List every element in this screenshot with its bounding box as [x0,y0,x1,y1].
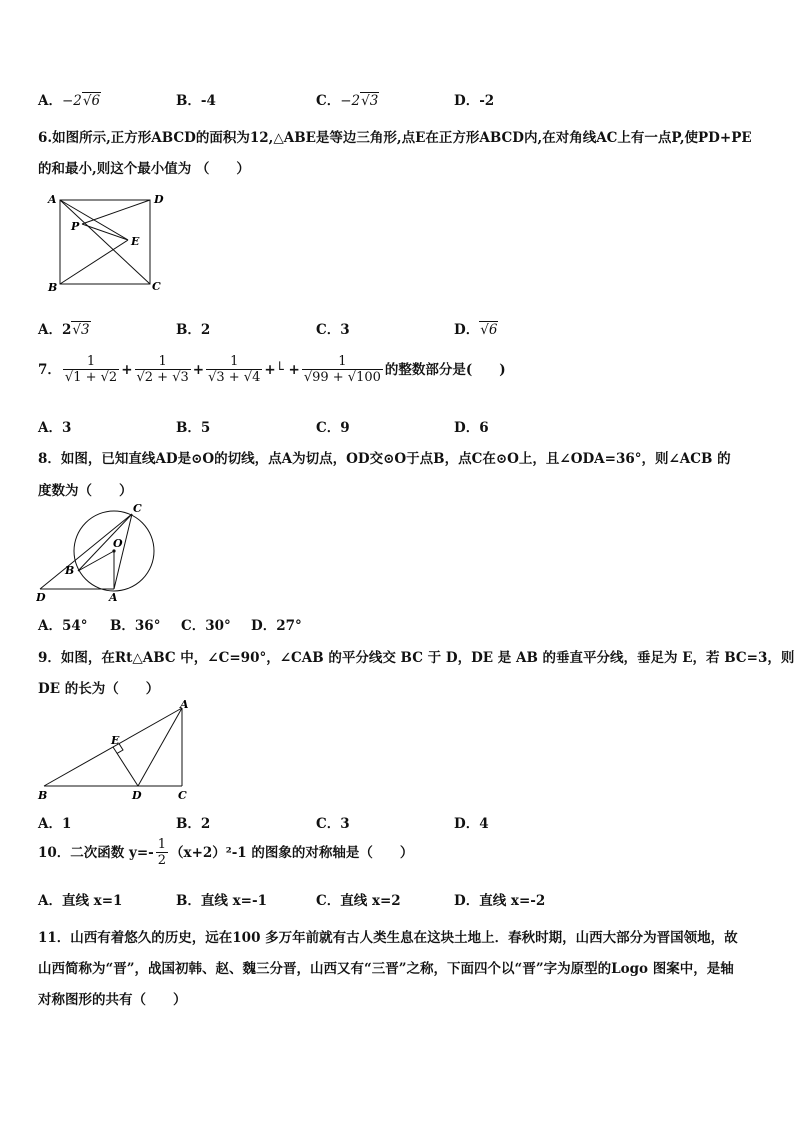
q8-label-o: O [113,537,123,550]
q5-option-a: A．−2√6 [38,93,101,109]
q7-ellipsis: +└ + [264,362,300,378]
q7-term-last: $\frac{1}{√99 + √100}$ [303,354,381,385]
q6-option-c: C．3 [316,322,350,338]
q9-label-b: B [38,789,48,802]
q9-label-d: D [132,789,142,802]
q10-prefix: 10．二次函数 y=- [38,845,154,861]
q7-suffix: 的整数部分是( ) [384,362,506,378]
q10-suffix: （x+2）²-1 的图象的对称轴是（ ） [170,845,414,861]
q7-term-3: $\frac{1}{√3 + √4}$ [208,354,261,385]
q9-triangle-figure [34,700,194,804]
q6-label-p: P [71,220,80,233]
q7-term-1: $\frac{1}{√1 + √2}$ [64,354,118,385]
q6-label-c: C [152,280,161,293]
q7-term-2: $\frac{1}{√2 + √3}$ [136,354,189,385]
q10-option-c: C．直线 x=2 [316,893,401,909]
q6-square-figure [44,190,166,296]
q7-expression: 7． $\frac{1}{√1 + √2}$ + $\frac{1}{√2 + √3}$ + $\frac{1}{√3 + √4}$ +└ + $\frac{1}{√99 + √100}$ 的整数部分是( ) [38,354,506,385]
q7-option-a: A．3 [38,420,72,436]
q8-label-a: A [109,591,118,604]
q8-text-line2: 度数为（ ） [38,483,133,499]
q8-option-b: B．36° [110,618,161,634]
q6-text-line2: 的和最小,则这个最小值为 （ ） [38,161,250,177]
q10-fraction: $\frac{1}{2}$ [157,837,167,868]
q6-label-a: A [48,193,57,206]
q8-circle-figure [36,500,160,604]
q10-option-a: A．直线 x=1 [38,893,123,909]
q9-text-line1: 9．如图，在Rt△ABC 中，∠C=90°，∠CAB 的平分线交 BC 于 D，DE 是 AB 的垂直平分线，垂足为 E，若 BC=3，则 [38,650,794,666]
q7-option-d: D．6 [454,420,489,436]
q9-label-e: E [111,734,120,747]
q5-option-b: B．-4 [176,93,216,109]
q9-option-b: B．2 [176,816,211,832]
q11-text-line2: 山西简称为“晋”，战国初韩、赵、魏三分晋，山西又有“三晋”之称，下面四个以“晋”字为原型的Logo 图案中，是轴 [38,961,734,977]
q6-label-b: B [48,281,58,294]
q7-option-c: C．9 [316,420,350,436]
q10-expression [38,838,413,869]
q5-option-d: D．-2 [454,93,495,109]
q10-option-b: B．直线 x=-1 [176,893,267,909]
q8-option-c: C．30° [181,618,231,634]
q8-option-a: A．54° [38,618,88,634]
q6-option-a: A．2√3 [38,322,90,338]
q7-option-b: B．5 [176,420,211,436]
q11-text-line3: 对称图形的共有（ ） [38,992,187,1008]
q9-option-a: A．1 [38,816,72,832]
q8-option-d: D．27° [251,618,302,634]
q8-label-c: C [133,502,142,515]
q9-label-c: C [178,789,187,802]
q6-option-b: B．2 [176,322,211,338]
q9-text-line2: DE 的长为（ ） [38,681,160,697]
q6-label-e: E [131,235,140,248]
q6-option-d: D．√6 [454,322,498,338]
q9-label-a: A [180,700,189,711]
q8-label-b: B [65,564,75,577]
q11-text-line1: 11．山西有着悠久的历史，远在100 多万年前就有古人类生息在这块土地上．春秋时期，山西大部分为晋国领地，故 [38,930,738,946]
q5-option-c: C．−2√3 [316,93,379,109]
q6-label-d: D [154,193,164,206]
q7-number: 7． [38,362,61,378]
q10-option-d: D．直线 x=-2 [454,893,546,909]
q9-option-d: D．4 [454,816,489,832]
q8-text-line1: 8．如图，已知直线AD是⊙O的切线，点A为切点，OD交⊙O于点B，点C在⊙O上，且∠ODA=36°，则∠ACB 的 [38,451,731,467]
q6-text-line1: 6.如图所示,正方形ABCD的面积为12,△ABE是等边三角形,点E在正方形ABCD内,在对角线AC上有一点P,使PD+PE [38,130,752,146]
q8-label-d: D [36,591,46,604]
q9-option-c: C．3 [316,816,350,832]
